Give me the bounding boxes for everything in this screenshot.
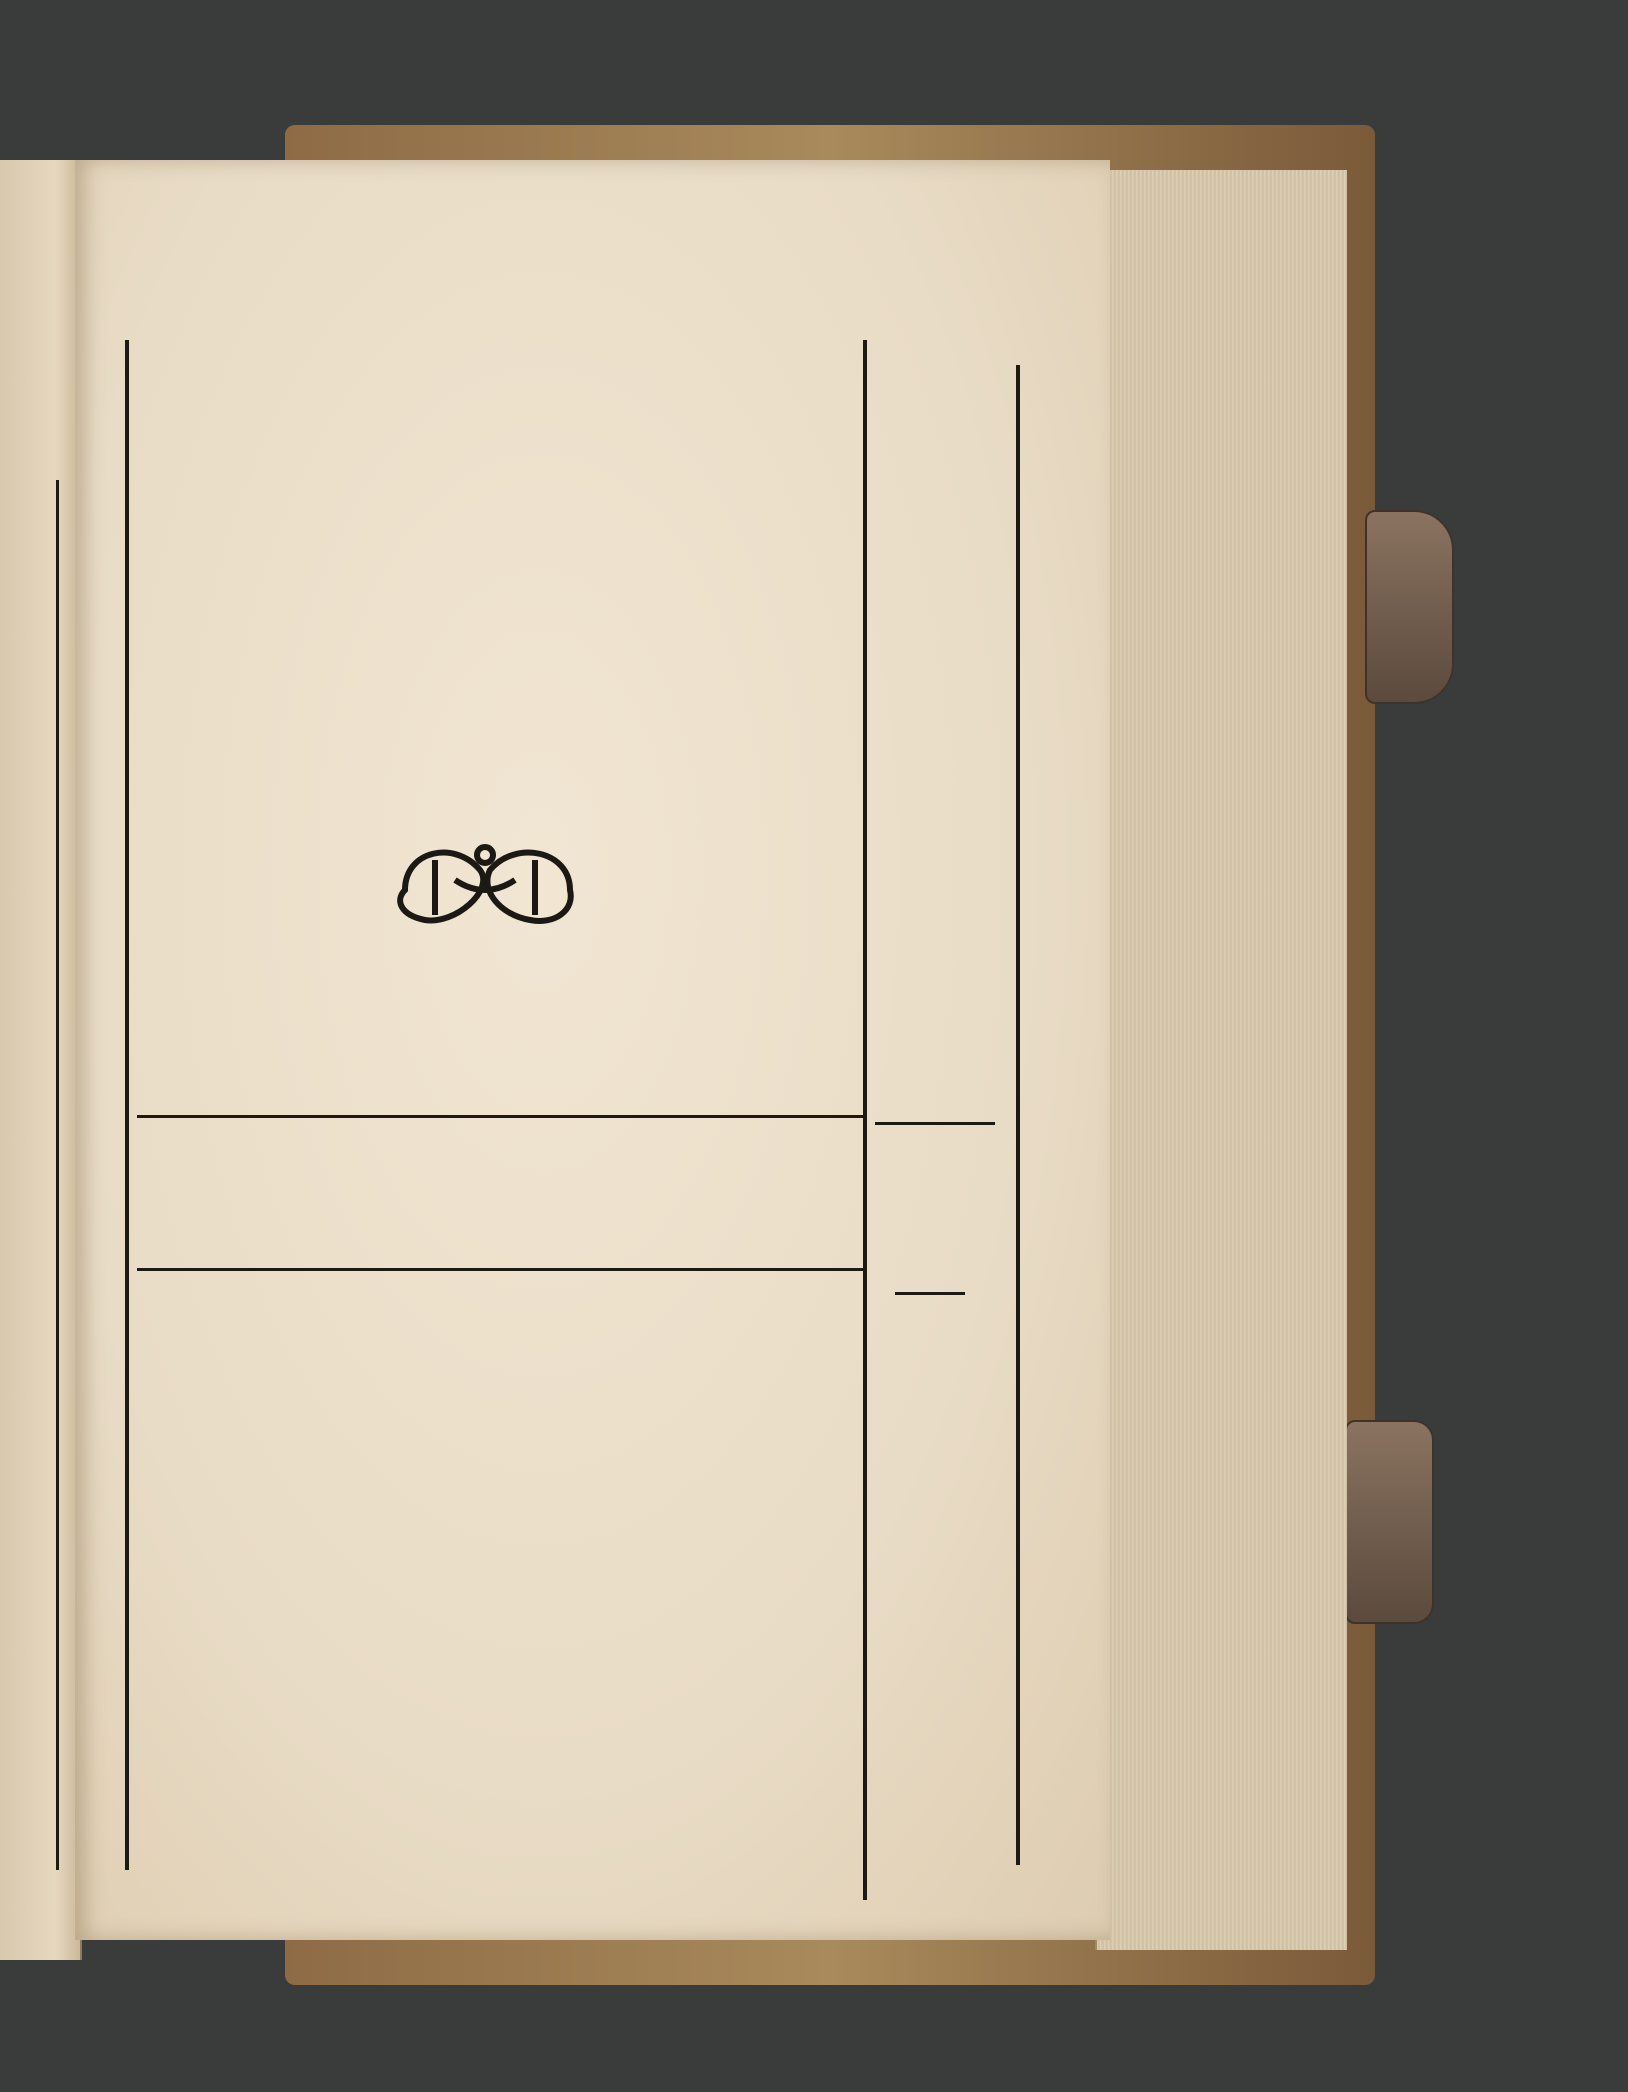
previous-page: [0, 160, 82, 1960]
book-page: [75, 160, 1110, 1940]
column-rule-left: [125, 340, 129, 1870]
printers-ornament: [385, 830, 585, 945]
clasp-bottom: [1345, 1420, 1434, 1624]
margin-rule-outer: [1016, 365, 1020, 1865]
section-rule-top: [137, 1115, 863, 1118]
section-rule-bottom: [137, 1268, 863, 1271]
body-text-block: [215, 1285, 865, 1334]
margin-rule-bottom: [895, 1292, 965, 1295]
body-first-line: [215, 1285, 865, 1334]
column-rule-right: [863, 340, 867, 1900]
margin-rule-top: [875, 1122, 995, 1125]
previous-page-column: [0, 480, 59, 1870]
page-edges: [1095, 170, 1347, 1950]
clasp-top: [1365, 510, 1454, 704]
